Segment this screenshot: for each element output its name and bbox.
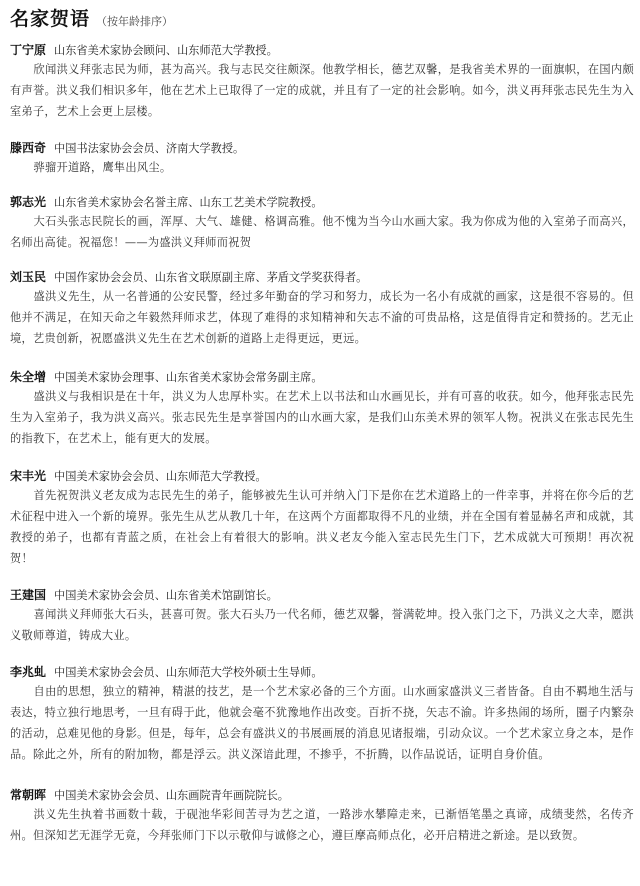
- author-name: 刘玉民: [10, 270, 47, 284]
- entry-header: [10, 664, 634, 681]
- entry-header: [10, 194, 634, 211]
- author-name: 宋丰光: [10, 469, 47, 483]
- author-name: 朱全增: [10, 370, 47, 384]
- entry-zhu-quanzeng: [10, 369, 634, 449]
- entry-header: [10, 42, 634, 59]
- entry-header: [10, 587, 634, 604]
- entry-header: [10, 269, 634, 286]
- message-text: 喜闻洪义拜师张大石头，甚喜可贺。张大石头乃一代名师，德艺双馨，誉满乾坤。投入张门之下，乃洪义之大幸，愿洪义敬师尊道，铸成大业。: [10, 608, 634, 642]
- message-text: 骅骝开道路，鹰隼出风尘。: [33, 161, 172, 174]
- page-subtitle: （按年龄排序）: [96, 15, 174, 28]
- entry-teng-xiqi: [10, 140, 634, 178]
- author-name: 滕西奇: [10, 141, 47, 155]
- author-name: 李兆虬: [10, 665, 47, 679]
- author-name: 常朝晖: [10, 788, 47, 802]
- message-text: 欣闻洪义拜张志民为师，甚为高兴。我与志民交往颇深。他教学相长，德艺双馨，是我省美术界的一面旗帜，在国内颇有声誉。洪义我们相识多年，他在艺术上已取得了一定的成就，并且有了一定的社会影响。如今，洪义再拜张志民先生为入室弟子，艺术上会更上层楼。: [10, 63, 634, 118]
- message-text: 自由的思想，独立的精神，精湛的技艺，是一个艺术家必备的三个方面。山水画家盛洪义三者皆备。自由不羁地生活与表达，特立独行地思考，一旦有碍于此，他就会毫不犹豫地作出改变。百折不挠，矢志不渝。许多热闹的场所，圈子内繁杂的活动，总难见他的身影。但是，每年，总会有盛洪义的书展画展的消息见诸报端，引动众议。一个艺术家立身之本，是作品。除此之外，所有的附加物，都是浮云。洪义深谙此理，不掺乎，不折腾，以作品说话，证明自身价值。: [10, 685, 634, 761]
- author-name: 郭志光: [10, 195, 47, 209]
- entry-guo-zhiguang: [10, 194, 634, 253]
- author-name: 王建国: [10, 588, 47, 602]
- author-title: 山东省美术家协会名誉主席、山东工艺美术学院教授。: [54, 196, 323, 209]
- author-title: 中国美术家协会会员、山东师范大学校外硕士生导师。: [54, 666, 323, 679]
- entry-header: [10, 468, 634, 485]
- entry-chang-zhaohui: [10, 787, 634, 846]
- header: [10, 4, 634, 32]
- author-title: 中国作家协会会员、山东省文联原副主席、茅盾文学奖获得者。: [54, 271, 368, 284]
- author-title: 中国美术家协会会员、山东省美术馆副馆长。: [54, 589, 278, 602]
- author-title: 中国美术家协会理事、山东省美术家协会常务副主席。: [54, 371, 323, 384]
- author-name: 丁宁原: [10, 43, 47, 57]
- entry-wang-jianguo: [10, 587, 634, 646]
- entry-header: [10, 369, 634, 386]
- entry-li-zhaoqiu: [10, 664, 634, 765]
- author-title: 山东省美术家协会顾问、山东师范大学教授。: [54, 44, 278, 57]
- page-title: 名家贺语: [10, 8, 91, 30]
- entry-header: [10, 787, 634, 804]
- author-title: 中国书法家协会会员、济南大学教授。: [54, 142, 245, 155]
- entry-ding-ningyuan: [10, 42, 634, 122]
- author-title: 中国美术家协会会员、山东画院青年画院院长。: [54, 789, 289, 802]
- entry-liu-yumin: [10, 269, 634, 349]
- message-text: 盛洪义与我相识是在十年，洪义为人忠厚朴实。在艺术上以书法和山水画见长，并有可喜的收获。如今，他拜张志民先生为入室弟子，我为洪义高兴。张志民先生是享誉国内的山水画大家，是我们山东美术界的领军人物。祝洪义在张志民先生的指教下，在艺术上，能有更大的发展。: [10, 390, 634, 445]
- author-title: 中国美术家协会会员、山东师范大学教授。: [54, 470, 267, 483]
- message-text: 洪义先生执着书画数十载，于砚池华彩间苦寻为艺之道，一路涉水攀障走来，已渐悟笔墨之真谛，成绩斐然，名传齐州。但深知艺无涯学无竟，今拜张师门下以示敬仰与诚修之心，遵巨摩高师点化，必开启精进之新途。是以致贺。: [10, 808, 634, 842]
- message-text: 盛洪义先生，从一名普通的公安民警，经过多年勤奋的学习和努力，成长为一名小有成就的画家，这是很不容易的。但他并不满足，在知天命之年毅然拜师求艺，体现了难得的求知精神和矢志不渝的可贵品格，这是值得肯定和赞扬的。艺无止境，艺贵创新，祝愿盛洪义先生在艺术创新的道路上走得更远，更远。: [10, 290, 634, 345]
- message-text: 大石头张志民院长的画，浑厚、大气、雄健、格调高雅。他不愧为当今山水画大家。我为你成为他的入室弟子而高兴，名师出高徒。祝福您！——为盛洪义拜师而祝贺: [10, 215, 634, 249]
- message-text: 首先祝贺洪义老友成为志民先生的弟子，能够被先生认可并纳入门下是你在艺术道路上的一件幸事，并将在你今后的艺术征程中进入一个新的境界。张先生从艺从教几十年，在这两个方面都取得不凡的业绩，并在全国有着显赫名声和成就，其教授的弟子，也都有青蓝之质，在社会上有着很大的影响。洪义老友今能入室志民先生门下，艺术成就大可预期！再次祝贺！: [10, 489, 634, 565]
- entry-song-fengguang: [10, 468, 634, 569]
- entry-header: [10, 140, 634, 157]
